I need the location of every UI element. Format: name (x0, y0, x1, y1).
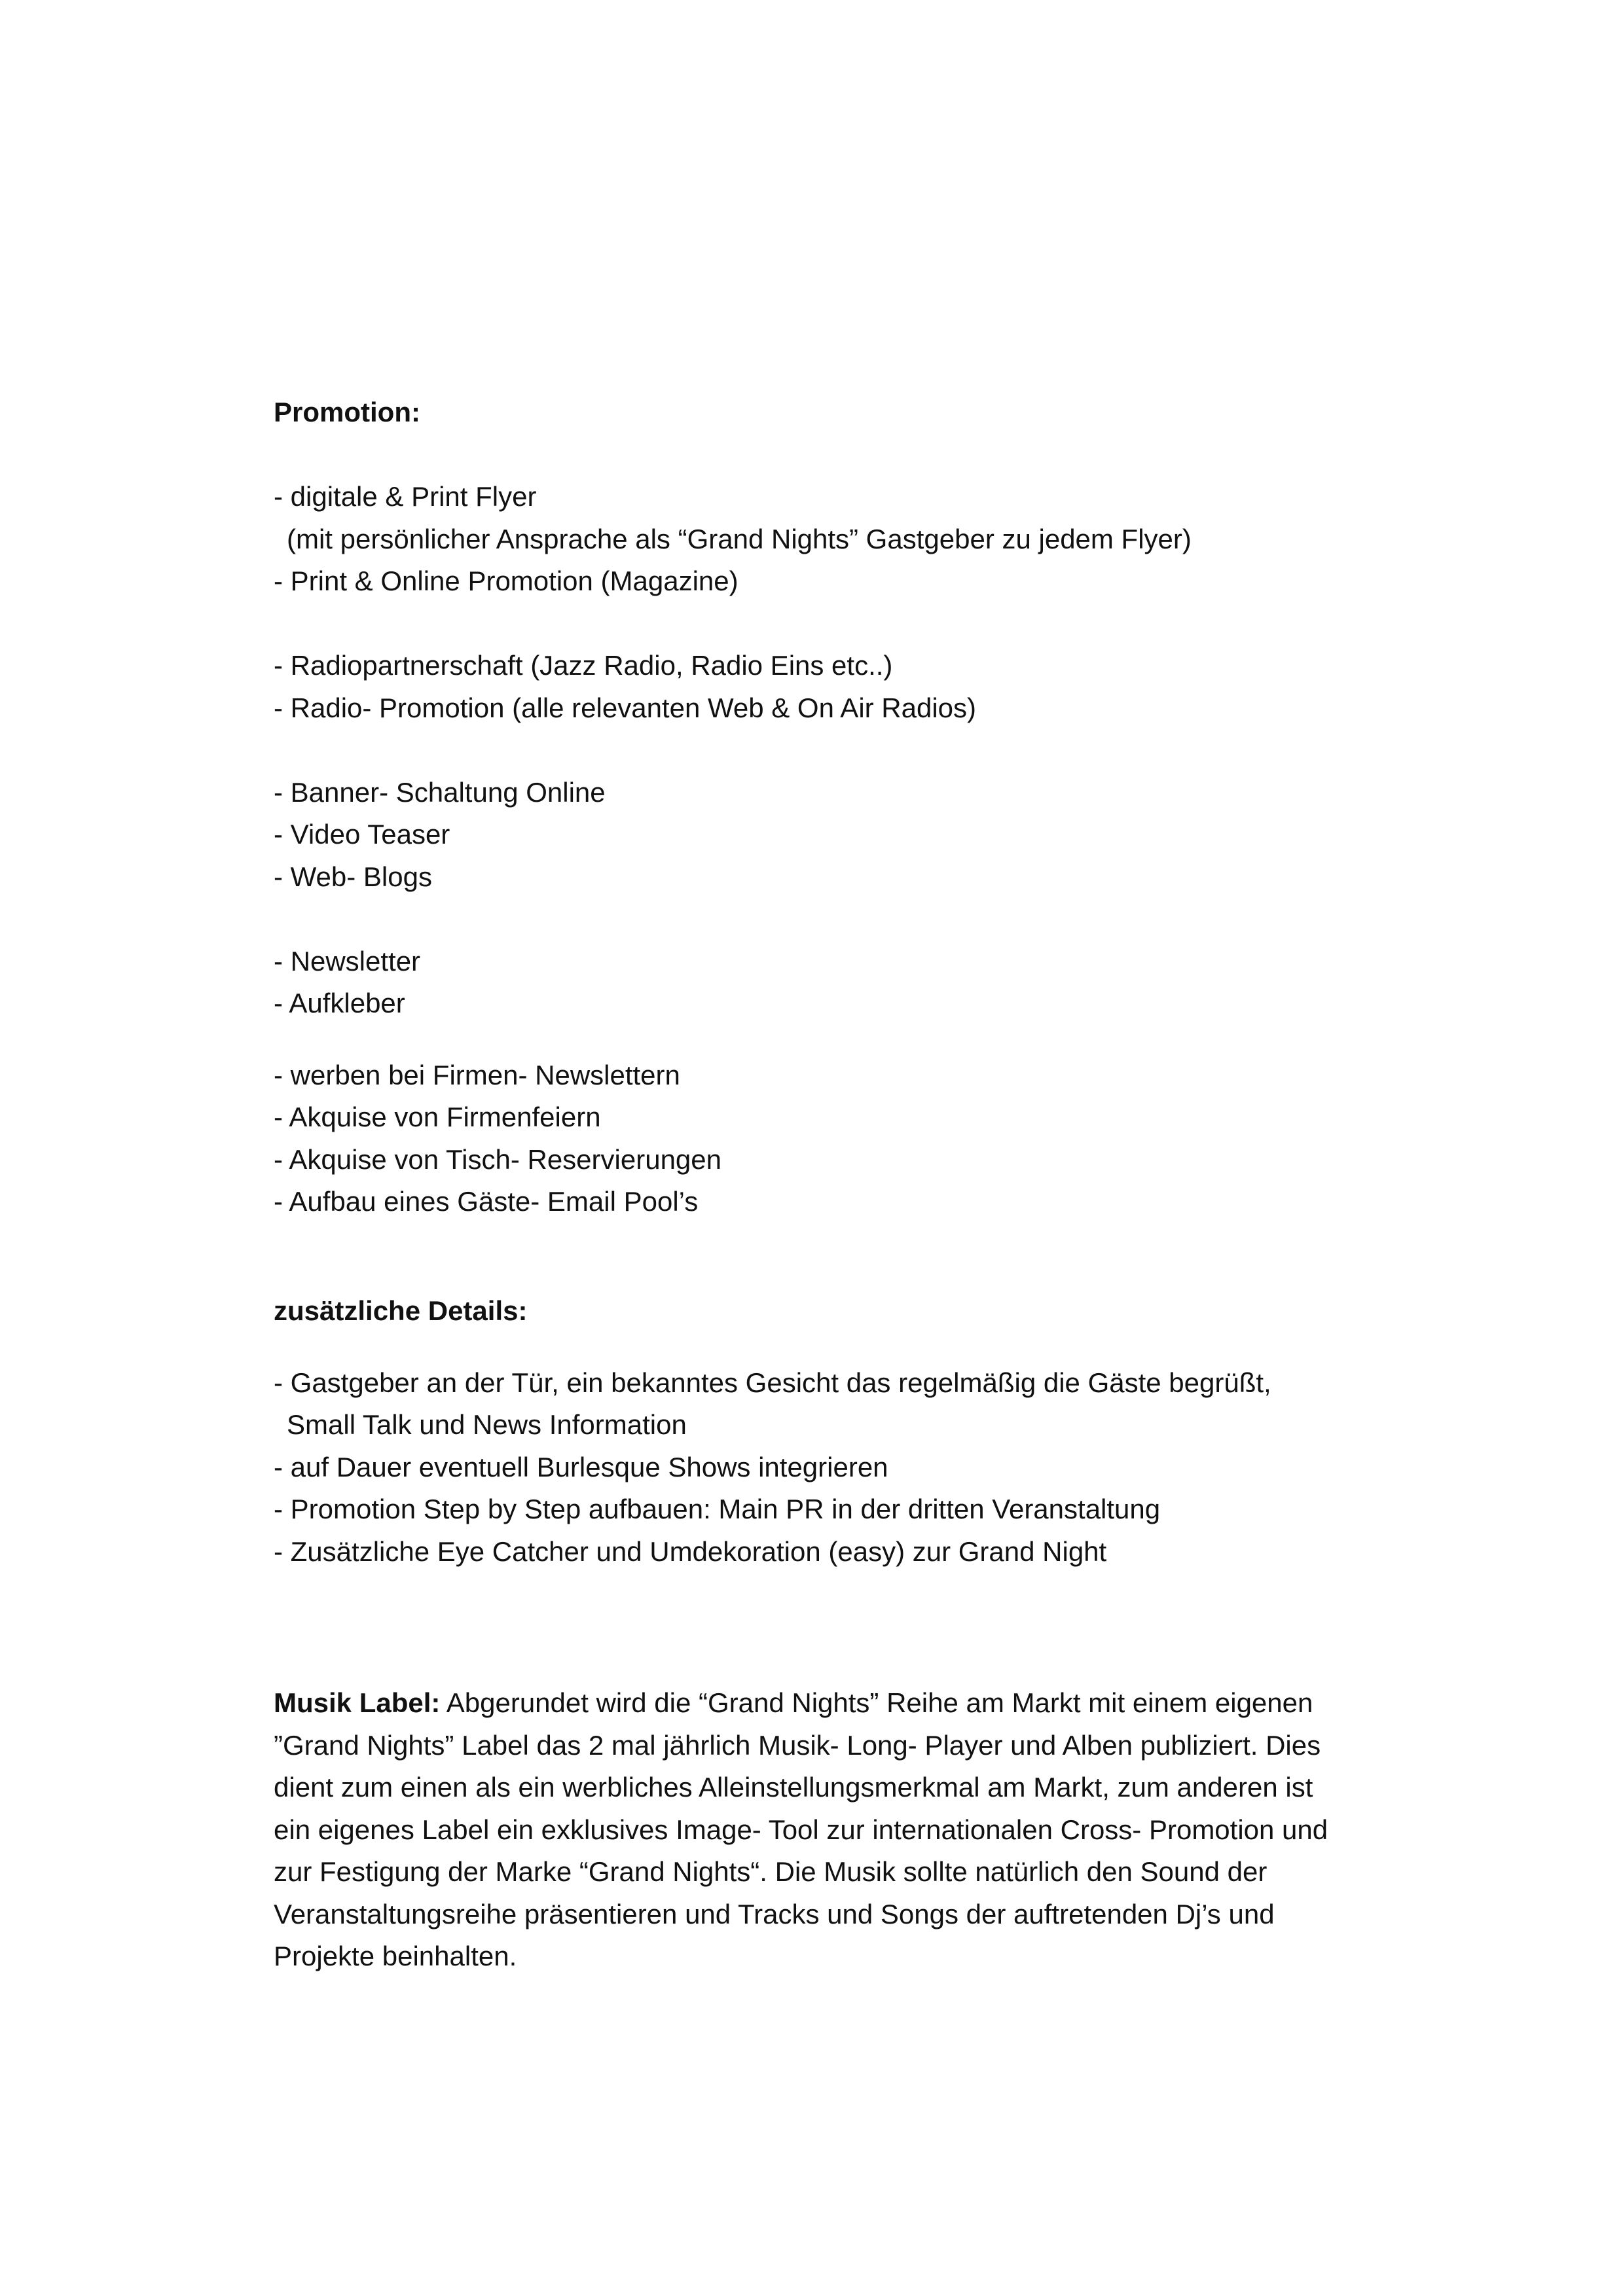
spacer (274, 729, 1374, 772)
spacer (274, 603, 1374, 645)
musik-label-text: Veranstaltungsreihe präsentieren und Tracks und Songs der auftretenden Dj’s und (274, 1898, 1275, 1929)
promotion-item-note: (mit persönlicher Ansprache als “Grand Nights” Gastgeber zu jedem Flyer) (287, 523, 1192, 554)
spacer (274, 898, 1374, 941)
spacer (274, 1265, 1374, 1290)
spacer (274, 1333, 1374, 1362)
spacer (274, 434, 1374, 476)
promotion-item: - Web- Blogs (274, 861, 432, 892)
musik-label-title: Musik Label: (274, 1687, 441, 1718)
promotion-item: - Print & Online Promotion (Magazine) (274, 565, 739, 596)
document-page (274, 391, 1374, 1978)
details-item-continuation: Small Talk und News Information (287, 1409, 687, 1440)
promotion-item: - Newsletter (274, 945, 421, 977)
details-item: - Zusätzliche Eye Catcher und Umdekoration (easy) zur Grand Night (274, 1535, 1107, 1567)
spacer (274, 1615, 1374, 1658)
musik-label-paragraph (274, 1682, 1374, 1978)
spacer (274, 1657, 1374, 1682)
promotion-item: - Akquise von Tisch- Reservierungen (274, 1143, 721, 1175)
promotion-item: - Video Teaser (274, 819, 450, 850)
promotion-item: - werben bei Firmen- Newslettern (274, 1059, 680, 1090)
details-item: - Promotion Step by Step aufbauen: Main PR in der dritten Veranstaltung (274, 1494, 1161, 1524)
promotion-item: - Radiopartnerschaft (Jazz Radio, Radio Eins etc..) (274, 650, 893, 681)
spacer (274, 1573, 1374, 1615)
musik-label-text: ”Grand Nights” Label das 2 mal jährlich Musik- Long- Player und Alben publiziert. Dies (274, 1729, 1321, 1761)
details-heading: zusätzliche Details: (274, 1295, 528, 1326)
musik-label-text: Abgerundet wird die “Grand Nights” Reihe am Markt mit einem eigenen (440, 1687, 1313, 1718)
spacer (274, 1223, 1374, 1266)
promotion-item: - digitale & Print Flyer (274, 481, 537, 512)
musik-label-text: Projekte beinhalten. (274, 1941, 517, 1971)
musik-label-text: dient zum einen als ein werbliches Alleinstellungsmerkmal am Markt, zum anderen ist (274, 1772, 1313, 1803)
details-item: - auf Dauer eventuell Burlesque Shows integrieren (274, 1451, 888, 1482)
promotion-item: - Aufbau eines Gäste- Email Pool’s (274, 1186, 699, 1217)
promotion-item: - Banner- Schaltung Online (274, 776, 606, 808)
promotion-item: - Akquise von Firmenfeiern (274, 1102, 601, 1132)
promotion-heading: Promotion: (274, 397, 420, 427)
musik-label-text: zur Festigung der Marke “Grand Nights“. Die Musik sollte natürlich den Sound der (274, 1856, 1267, 1887)
promotion-item: - Aufkleber (274, 988, 405, 1018)
details-item: - Gastgeber an der Tür, ein bekanntes Gesicht das regelmäßig die Gäste begrüßt, (274, 1367, 1271, 1398)
spacer (274, 1025, 1374, 1054)
musik-label-text: ein eigenes Label ein exklusives Image- Tool zur internationalen Cross- Promotion und (274, 1814, 1328, 1845)
promotion-item: - Radio- Promotion (alle relevanten Web & On Air Radios) (274, 692, 977, 723)
